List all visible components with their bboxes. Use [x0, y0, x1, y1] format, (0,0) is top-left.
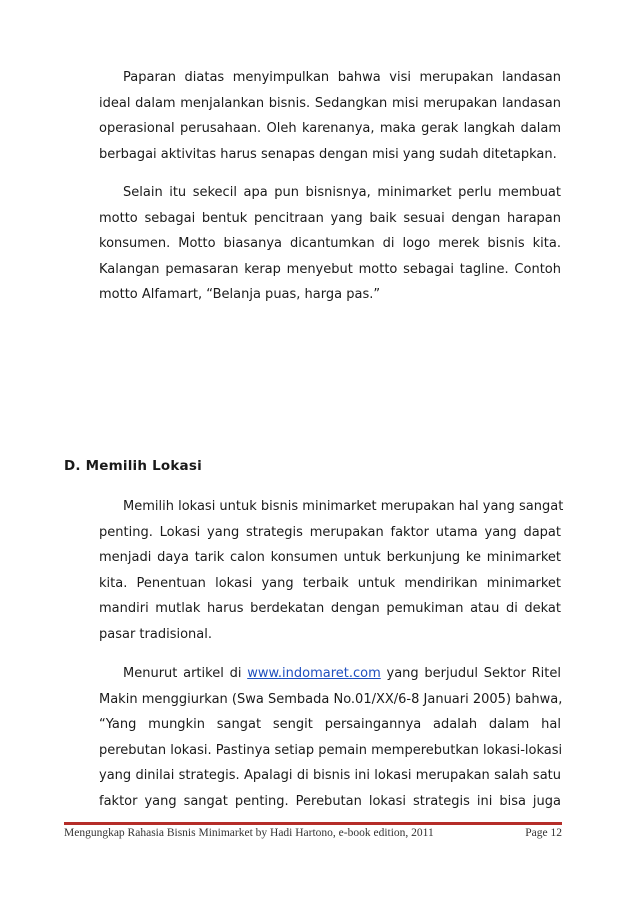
- text-line: pasar tradisional.: [99, 626, 212, 642]
- text-line: faktor yang sangat penting. Perebutan lokasi strategis ini bisa juga: [99, 793, 561, 809]
- text-line: operasional perusahaan. Oleh karenanya, maka gerak langkah dalam: [99, 121, 561, 137]
- text-line: Makin menggiurkan (Swa Sembada No.01/XX/6-8 Januari 2005) bahwa,: [99, 691, 563, 707]
- paragraph-visi-misi: [99, 65, 561, 167]
- footer-divider: [64, 822, 562, 825]
- text-line: Paparan diatas menyimpulkan bahwa visi merupakan landasan: [123, 70, 561, 85]
- text-line: konsumen. Motto biasanya dicantumkan di logo merek bisnis kita.: [99, 236, 561, 252]
- section-heading: D. Memilih Lokasi: [64, 458, 202, 474]
- text-line: menjadi daya tarik calon konsumen untuk berkunjung ke minimarket: [99, 550, 561, 566]
- paragraph-artikel: [99, 661, 561, 815]
- text-line: Memilih lokasi untuk bisnis minimarket merupakan hal yang sangat: [123, 499, 564, 514]
- page-number: Page 12: [525, 827, 562, 839]
- paragraph-motto: [99, 180, 561, 308]
- indomaret-link[interactable]: www.indomaret.com: [247, 666, 381, 681]
- text-line: ideal dalam menjalankan bisnis. Sedangkan misi merupakan landasan: [99, 95, 561, 111]
- text-line: “Yang mungkin sangat sengit persaingannya adalah dalam hal: [99, 717, 561, 733]
- text-line: penting. Lokasi yang strategis merupakan faktor utama yang dapat: [99, 524, 561, 540]
- text-line: mandiri mutlak harus berdekatan dengan pemukiman atau di dekat: [99, 601, 561, 617]
- text-line: berbagai aktivitas harus senapas dengan misi yang sudah ditetapkan.: [99, 146, 557, 162]
- text-line: perebutan lokasi. Pastinya setiap pemain memperebutkan lokasi-lokasi: [99, 742, 563, 758]
- footer-title: Mengungkap Rahasia Bisnis Minimarket by Hadi Hartono, e-book edition, 2011: [64, 827, 434, 839]
- text-line: [99, 661, 561, 687]
- paragraph-lokasi: [99, 494, 564, 648]
- text-segment: Menurut artikel di: [123, 666, 248, 681]
- text-line: Kalangan pemasaran kerap menyebut motto sebagai tagline. Contoh: [99, 261, 561, 277]
- text-line: yang dinilai strategis. Apalagi di bisnis ini lokasi merupakan salah satu: [99, 768, 561, 784]
- text-line: Selain itu sekecil apa pun bisnisnya, minimarket perlu membuat: [123, 185, 561, 200]
- text-line: motto sebagai bentuk pencitraan yang baik sesuai dengan harapan: [99, 210, 561, 226]
- text-segment: yang berjudul Sektor Ritel: [380, 666, 561, 681]
- text-line: kita. Penentuan lokasi yang terbaik untuk mendirikan minimarket: [99, 575, 561, 591]
- text-line: motto Alfamart, “Belanja puas, harga pas.”: [99, 287, 381, 303]
